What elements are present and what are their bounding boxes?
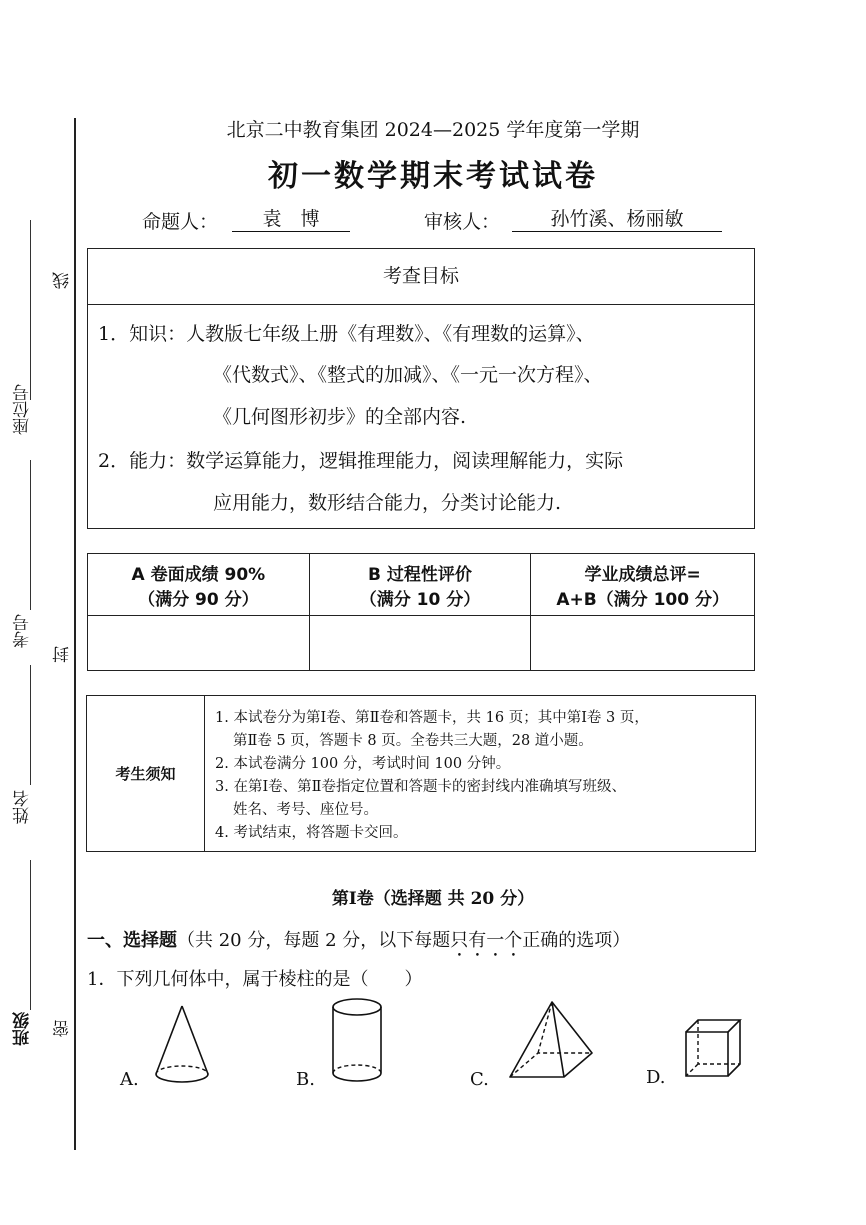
line-mark: 线 bbox=[53, 272, 73, 289]
notice-item: 3. 在第Ⅰ卷、第Ⅱ卷指定位置和答题卡的密封线内准确填写班级、 bbox=[215, 779, 627, 795]
notice-label: 考生须知 bbox=[87, 696, 205, 851]
school-term-line: 北京二中教育集团 2024—2025 学年度第一学期 bbox=[226, 119, 640, 141]
writer-name: 袁 博 bbox=[232, 207, 350, 232]
reviewer-field bbox=[512, 207, 722, 232]
notice-box bbox=[86, 695, 756, 852]
name-field-line bbox=[30, 665, 31, 785]
exam-no-field-line bbox=[30, 460, 31, 610]
objective-line: 《代数式》、《整式的加减》、《一元一次方程》、 bbox=[213, 364, 603, 386]
reviewer-name: 孙竹溪、杨丽敏 bbox=[512, 207, 722, 232]
seal-mark: 封 bbox=[53, 646, 73, 663]
notice-item: 2. 本试卷满分 100 分，考试时间 100 分钟。 bbox=[215, 756, 511, 772]
seat-field-line bbox=[30, 220, 31, 400]
grade-header-total-line2: A+B（满分 100 分） bbox=[556, 589, 729, 610]
choice-heading-text-b: 正确的选项） bbox=[522, 930, 631, 951]
name-label: 姓名 bbox=[13, 790, 33, 824]
writer-label: 命题人： bbox=[142, 211, 219, 233]
objective-line: 《几何图形初步》的全部内容. bbox=[213, 406, 467, 428]
grade-header-a-line1: A 卷面成绩 90% bbox=[131, 564, 266, 585]
secret-mark: 密 bbox=[53, 1020, 73, 1037]
option-a-label[interactable]: A. bbox=[120, 1069, 139, 1090]
reviewer-label: 审核人： bbox=[424, 211, 501, 233]
exam-title: 初一数学期末考试试卷 bbox=[268, 159, 598, 194]
grade-header-a bbox=[88, 554, 310, 616]
objective-line: 2．能力：数学运算能力，逻辑推理能力，阅读理解能力，实际 bbox=[98, 450, 624, 472]
grade-cell-b[interactable] bbox=[309, 616, 531, 671]
section-title: 第Ⅰ卷（选择题 共 20 分） bbox=[331, 889, 535, 909]
class-field-line bbox=[30, 860, 31, 1010]
class-label: 班级 bbox=[13, 1012, 33, 1046]
grade-header-a-line2: （满分 90 分） bbox=[138, 589, 259, 610]
choice-heading-emphasis: 只有一个 bbox=[450, 930, 523, 951]
grade-cell-total[interactable] bbox=[531, 616, 755, 671]
objective-line: 1．知识：人教版七年级上册《有理数》、《有理数的运算》、 bbox=[98, 323, 595, 345]
grade-header-b-line1: B 过程性评价 bbox=[368, 564, 472, 585]
grade-header-b bbox=[309, 554, 531, 616]
choice-heading-text-a: （共 20 分，每题 2 分，以下每题 bbox=[177, 930, 451, 951]
grade-header-total bbox=[531, 554, 755, 616]
objective-line: 应用能力，数形结合能力，分类讨论能力. bbox=[213, 492, 562, 514]
objectives-box bbox=[87, 248, 755, 529]
notice-item: 第Ⅱ卷 5 页，答题卡 8 页。全卷共三大题，28 道小题。 bbox=[233, 733, 593, 749]
cone-icon bbox=[148, 1003, 216, 1088]
notice-item: 4. 考试结束，将答题卡交回。 bbox=[215, 825, 408, 841]
grade-cell-a[interactable] bbox=[88, 616, 310, 671]
notice-item: 1. 本试卷分为第Ⅰ卷、第Ⅱ卷和答题卡，共 16 页；其中第Ⅰ卷 3 页， bbox=[215, 710, 649, 726]
exam-no-label: 考号 bbox=[13, 614, 33, 648]
writer-field bbox=[232, 207, 350, 232]
grade-header-b-line2: （满分 10 分） bbox=[359, 589, 481, 610]
objectives-title: 考查目标 bbox=[88, 249, 754, 305]
cube-icon bbox=[682, 1016, 744, 1082]
pyramid-icon bbox=[506, 998, 598, 1082]
notice-item: 姓名、考号、座位号。 bbox=[233, 802, 378, 818]
choice-heading bbox=[87, 926, 630, 961]
choice-heading-bold: 一、选择题 bbox=[87, 930, 177, 951]
seat-label: 座位号 bbox=[13, 384, 33, 435]
question-1-text: 1．下列几何体中，属于棱柱的是（ ） bbox=[87, 969, 423, 990]
option-b-label[interactable]: B. bbox=[296, 1069, 315, 1090]
grade-header-total-line1: 学业成绩总评= bbox=[584, 564, 701, 585]
cylinder-icon bbox=[326, 995, 388, 1087]
option-d-label[interactable]: D. bbox=[646, 1067, 666, 1088]
option-c-label[interactable]: C. bbox=[470, 1069, 489, 1090]
grade-table bbox=[87, 553, 755, 671]
